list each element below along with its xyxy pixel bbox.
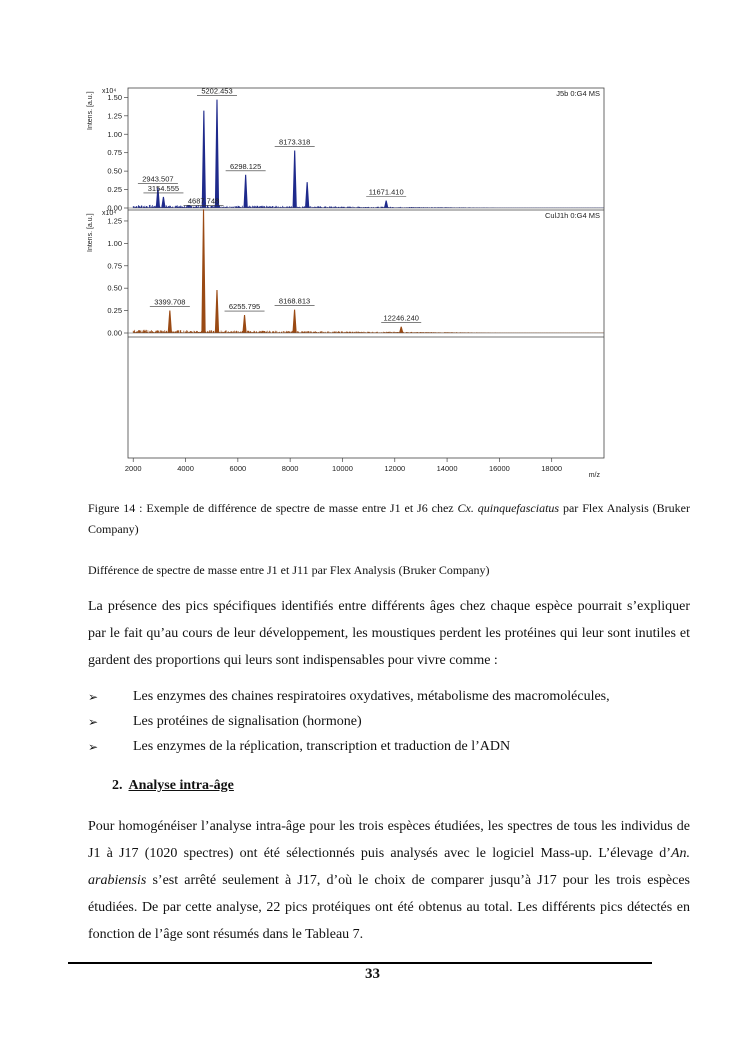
peak-label: 6255.795 (228, 302, 261, 312)
y-axis-label: Intens. [a.u.] (87, 213, 94, 252)
y-tick-label: 0.50 (107, 283, 122, 293)
spectrum-peak (202, 111, 205, 208)
paragraph-intra-age-analysis: Pour homogénéiser l’analyse intra-âge pour les trois espèces étudiées, les spectres de tous les individus de J1 à J17 (1020 spectres) ont été sélectionnés puis analysés avec le logiciel Mass-up. L’élevage d’An. arabiensis s’est arrêté seulement à J17, d’où le choix de comparer jusqu’à J17 pour les trois espèces étudiées. De par cette analyse, 22 pics protéiques ont été obtenus au total. Les différents pics détectés en fonction de l’âge sont résumés dans le Tableau 7. (88, 819, 690, 942)
spectrum-peak (168, 311, 171, 333)
y-tick-label: 1.25 (107, 111, 122, 121)
x-tick-label: 14000 (436, 464, 458, 473)
spectrum-peak (244, 175, 247, 208)
x-tick-label: 12000 (384, 464, 406, 473)
x-tick-label: 18000 (541, 464, 563, 473)
mass-spectrum-figure (84, 80, 614, 480)
x-tick-label: 4000 (177, 464, 194, 473)
peak-label: 4687.748 (187, 196, 220, 206)
section-title: Analyse intra-âge (128, 778, 234, 793)
spectrum-peak (293, 150, 296, 208)
species-name: An. arabiensis (88, 846, 690, 888)
spectrum-peak (215, 290, 218, 333)
arrow-bullet-icon: ➢ (88, 714, 99, 729)
spectrum-peak (162, 197, 165, 208)
peak-label: 2943.507 (142, 174, 174, 184)
caption-species: Cx. quinquefasciatus (457, 501, 560, 515)
figure-caption-secondary: Différence de spectre de masse entre J1 et J11 par Flex Analysis (Bruker Company) (88, 563, 490, 577)
peak-label: 3399.708 (154, 297, 186, 307)
spectrum-panel (87, 196, 604, 337)
y-tick-label: 0.00 (107, 328, 122, 338)
list-item: ➢ Les enzymes des chaines respiratoires oxydatives, métabolisme des macromolécules, (88, 688, 610, 704)
arrow-bullet-icon: ➢ (88, 689, 99, 704)
peak-label: 5202.453 (201, 86, 233, 96)
y-tick-label: 0.25 (107, 185, 122, 195)
spectrum-peak (202, 209, 205, 333)
y-multiplier: x10⁴ (102, 210, 117, 217)
y-tick-label: 0.50 (107, 166, 122, 176)
plot-frame (128, 88, 604, 458)
x-tick-label: 6000 (229, 464, 247, 473)
peak-label: 8168.813 (278, 296, 311, 306)
peak-label: 12246.240 (383, 313, 419, 323)
y-tick-label: 1.25 (107, 216, 122, 226)
panel-title: J5b 0:G4 MS (556, 89, 600, 98)
x-tick-label: 10000 (332, 464, 353, 473)
y-tick-label: 1.00 (107, 129, 122, 139)
arrow-bullet-icon: ➢ (88, 739, 99, 754)
page-number: 33 (365, 966, 380, 982)
x-tick-label: 16000 (488, 464, 510, 473)
y-axis-label: Intens. [a.u.] (87, 91, 94, 130)
spectrum-peak (306, 182, 309, 208)
y-tick-label: 1.50 (107, 92, 122, 102)
peak-label: 3154.555 (147, 183, 180, 193)
x-axis-label: m/z (588, 472, 600, 479)
section-number: 2. (112, 778, 123, 793)
spectrum-peak (243, 315, 246, 333)
section-heading (112, 778, 234, 794)
spectrum-panel (87, 87, 604, 213)
x-tick-label: 2000 (124, 464, 142, 473)
peak-label: 6298.125 (229, 161, 262, 171)
y-tick-label: 0.25 (107, 306, 122, 316)
bullet-list (88, 684, 690, 759)
list-item: ➢ Les enzymes de la réplication, transcription et traduction de l’ADN (88, 738, 511, 754)
y-tick-label: 0.75 (107, 261, 122, 271)
y-multiplier: x10⁴ (102, 88, 117, 95)
panel-title: CulJ1h 0:G4 MS (544, 211, 600, 220)
spectrum-peak (400, 327, 403, 333)
spectrum-peak (215, 100, 218, 208)
spectrum-peak (293, 310, 296, 333)
paragraph-peaks-explanation: La présence des pics spécifiques identifiés entre différents âges chez chaque espèce pourrait s’expliquer par le fait qu’au cours de leur développement, les moustiques perdent les protéines qui leur sont inutiles et gardent des proportions qui leurs sont indispensables pour vivre comme : (88, 599, 690, 668)
x-tick-label: 8000 (281, 464, 299, 473)
figure-caption: Figure 14 : Exemple de différence de spectre de masse entre J1 et J6 chez Cx. quinquefasciatus par Flex Analysis (Bruker Company) (88, 501, 690, 536)
spectrum-peak (385, 201, 388, 208)
y-tick-label: 0.75 (107, 148, 122, 158)
footer-rule (68, 962, 652, 964)
y-tick-label: 0.00 (107, 203, 122, 213)
peak-label: 8173.318 (279, 137, 311, 147)
y-tick-label: 1.00 (107, 238, 122, 248)
list-item: ➢ Les protéines de signalisation (hormone) (88, 713, 362, 729)
peak-label: 11671.410 (368, 187, 404, 197)
